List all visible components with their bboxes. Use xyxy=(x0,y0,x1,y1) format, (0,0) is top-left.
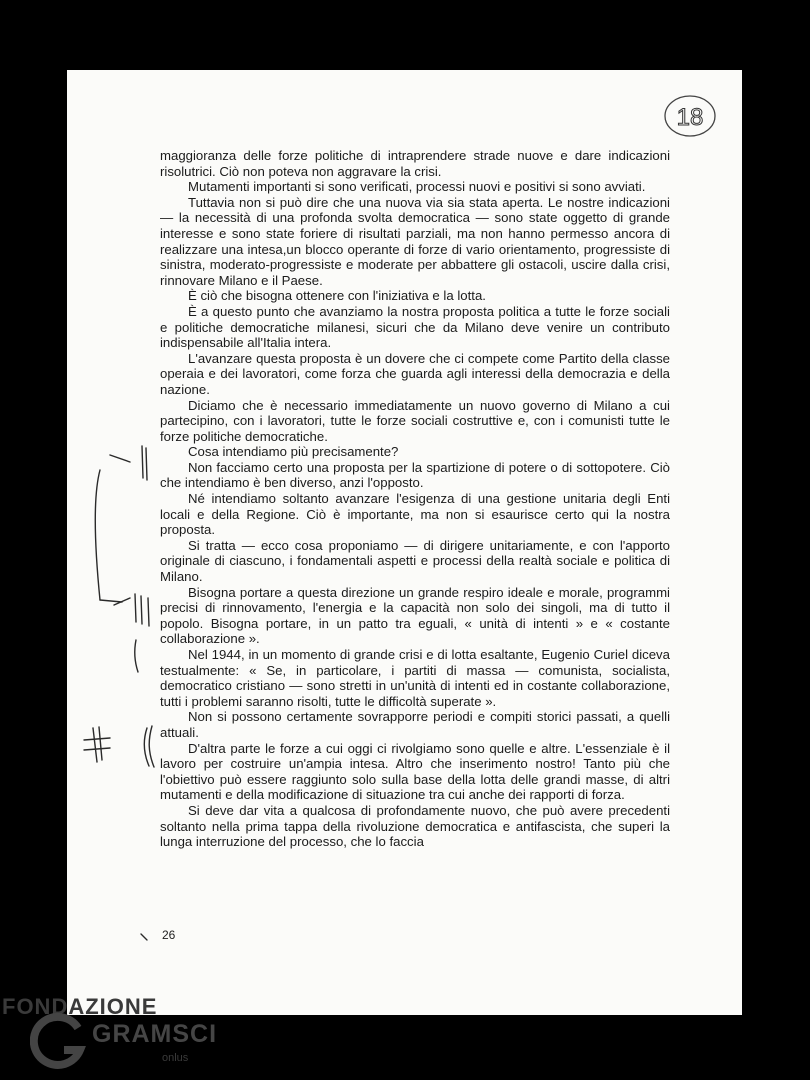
stamp-number: 18 xyxy=(676,104,704,131)
paragraph: D'altra parte le forze a cui oggi ci rivolgiamo sono quelle e altre. L'essenziale è il lavoro per costruire un'ampia intesa. Altro che inserimento nostro! Tanto più che l'obiettivo può essere raggiunto solo sulla base della lotta delle grandi masse, di altri mutamenti e della modificazione di situazione tra cui anche dei rapporti di forza. xyxy=(160,740,670,803)
logo-line1: FONDAZIONE xyxy=(2,994,158,1019)
paragraph: maggioranza delle forze politiche di intraprendere strade nuove e dare indicazioni risolutrici. Ciò non poteva non aggravare la crisi. xyxy=(160,148,670,179)
page-number: 26 xyxy=(162,928,176,942)
logo-g-icon xyxy=(30,1010,90,1070)
paragraph: Non si possono certamente sovrapporre periodi e compiti storici passati, a quelli attuali. xyxy=(160,709,670,740)
foundation-logo xyxy=(0,990,218,1080)
paragraph: Si tratta — ecco cosa proponiamo — di dirigere unitariamente, e con l'apporto originale di ciascuno, i fondamentali aspetti e processi della realtà sociale e politica di Milano. xyxy=(160,537,670,585)
logo-line3: onlus xyxy=(162,1052,189,1064)
paragraph: Diciamo che è necessario immediatamente un nuovo governo di Milano a cui partecipino, con i lavoratori, tutte le forze sociali costruttive e, con i comunisti tutte le forze politiche democratiche. xyxy=(160,397,670,444)
paragraph: Cosa intendiamo più precisamente? xyxy=(188,444,399,460)
logo-line2: GRAMSCI xyxy=(92,1020,218,1048)
paragraph: È a questo punto che avanziamo la nostra proposta politica a tutte le forze sociali e politiche democratiche milanesi, sicuri che da Milano deve venire un contributo indispensabile all'Italia intera. xyxy=(160,303,670,351)
paragraph: Non facciamo certo una proposta per la spartizione di potere o di sottopotere. Ciò che intendiamo è ben diverso, anzi l'opposto. xyxy=(160,459,670,491)
paragraph: Né intendiamo soltanto avanzare l'esigenza di una gestione unitaria degli Enti locali e della Regione. Ciò è importante, ma non si esaurisce certo qui la nostra proposta. xyxy=(160,491,670,538)
paragraph: Nel 1944, in un momento di grande crisi e di lotta esaltante, Eugenio Curiel diceva testualmente: « Se, in particolare, i partiti di massa — comunista, socialista, democratico cristiano — sono stretti in un'unità di intenti ed in costante collaborazione, tutti i problemi saranno risolti, tutte le difficoltà superate ». xyxy=(160,647,670,709)
paragraph: Tuttavia non si può dire che una nuova via sia stata aperta. Le nostre indicazioni — la necessità di una profonda svolta democratica — sono state oggetto di grande interesse e sono state foriere di risultati parziali, ma non hanno permesso ancora di realizzare una intesa,un blocco operante di forze di vario orientamento, progressiste di sinistra, moderato-progressiste e moderate per abbattere gli ostacoli, uscire dalla crisi, rinnovare Milano e il Paese. xyxy=(160,194,670,288)
paragraph: È ciò che bisogna ottenere con l'iniziativa e la lotta. xyxy=(188,288,486,304)
paragraph: L'avanzare questa proposta è un dovere che ci compete come Partito della classe operaia e dei lavoratori, come forza che guarda agli interessi della democrazia e della nazione. xyxy=(160,350,670,397)
paragraph: Si deve dar vita a qualcosa di profondamente nuovo, che può avere precedenti soltanto nella prima tappa della rivoluzione democratica e antifascista, che superi la lunga interruzione del processo, che lo faccia xyxy=(160,802,670,850)
paragraph: Bisogna portare a questa direzione un grande respiro ideale e morale, programmi precisi di rinnovamento, l'energia e la capacità non solo dei singoli, ma di tutto il popolo. Bisogna portare, in un patto tra eguali, « unità di intenti » e « costante collaborazione ». xyxy=(160,584,670,647)
paragraph: Mutamenti importanti si sono verificati, processi nuovi e positivi si sono avviati. xyxy=(188,179,646,195)
